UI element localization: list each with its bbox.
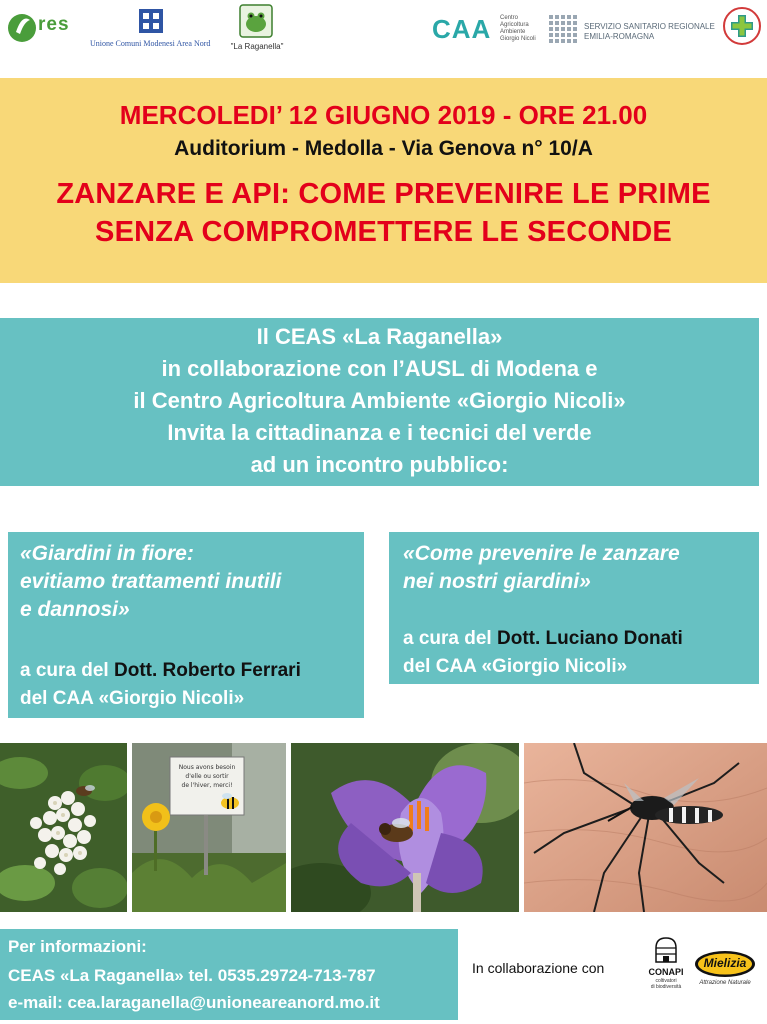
info-email: e-mail: cea.laraganella@unioneareanord.mo.it: [8, 993, 380, 1012]
talk-affiliation: del CAA «Giorgio Nicoli»: [20, 688, 245, 709]
info-heading: Per informazioni:: [8, 937, 147, 956]
talk-title-line: «Come prevenire le zanzare: [403, 542, 680, 565]
event-title-line2: SENZA COMPROMETTERE LE SECONDE: [95, 216, 672, 248]
caa-sub-line: Giorgio Nicoli: [500, 36, 536, 42]
intro-line: Invita la cittadinanza e i tecnici del verde: [167, 420, 592, 445]
caa-sub-line: Ambiente: [500, 29, 526, 35]
conapi-sub-line: coltivatori: [655, 978, 677, 984]
sign-text-line: d'elle ou sortir: [185, 773, 229, 780]
photo-sign-dandelion: [132, 743, 286, 912]
ssr-line1: SERVIZIO SANITARIO REGIONALE: [584, 22, 715, 31]
intro-box: [0, 318, 759, 486]
event-date: MERCOLEDI’ 12 GIUGNO 2019 - ORE 21.00: [119, 100, 648, 130]
info-phone: CEAS «La Raganella» tel. 0535.29724-713-787: [8, 966, 376, 985]
speaker-name: Dott. Luciano Donati: [497, 628, 683, 649]
beehive-icon: [652, 936, 680, 966]
talk-title-line: evitiamo trattamenti inutili: [20, 570, 282, 593]
intro-line: ad un incontro pubblico:: [250, 452, 509, 477]
raganella-text: "La Raganella": [230, 42, 284, 51]
mielizia-logo: [694, 950, 756, 990]
res-logo-text: res: [38, 14, 70, 35]
talk-by-prefix: a cura del: [20, 660, 114, 681]
conapi-text: CONAPI: [648, 967, 684, 977]
res-logo: [6, 8, 80, 48]
flower-cluster-image: [0, 743, 127, 912]
caa-sub-line: Agricoltura: [500, 22, 529, 28]
unione-comuni-logo: [90, 8, 214, 50]
ssr-logo: [548, 14, 714, 48]
crocus-image: [291, 743, 519, 912]
talk-title-line: e dannosi»: [20, 598, 130, 621]
event-title-line1: ZANZARE E API: COME PREVENIRE LE PRIME: [56, 178, 711, 210]
collab-label: In collaborazione con: [472, 960, 605, 976]
unione-comuni-text: Unione Comuni Modenesi Area Nord: [90, 39, 211, 48]
info-box: [0, 929, 458, 1020]
ausl-logo-icon: [722, 6, 762, 50]
raganella-logo: [228, 4, 286, 52]
crest-icon: [138, 8, 164, 34]
mielizia-text: Mielizia: [703, 956, 747, 970]
sign-text-line: Nous avons besoin: [178, 764, 236, 771]
conapi-logo: [644, 936, 688, 996]
talk-title-line: nei nostri giardini»: [403, 570, 591, 593]
talk-speaker-line: [403, 628, 683, 650]
caa-logo: [432, 12, 544, 46]
photo-flowers-bee: [0, 743, 127, 912]
caa-text: CAA: [432, 14, 492, 44]
talk-title-line: «Giardini in fiore:: [20, 542, 194, 565]
sign-text-line: de l'hiver, merci!: [181, 782, 233, 789]
intro-line: Il CEAS «La Raganella»: [256, 324, 503, 349]
grid-dots-icon: [548, 14, 578, 44]
talk-affiliation: del CAA «Giorgio Nicoli»: [403, 656, 628, 677]
mielizia-sub: Attrazione Naturale: [699, 980, 751, 986]
talk-box-ferrari: [8, 532, 364, 718]
photo-mosquito: [524, 743, 767, 912]
intro-line: in collaborazione con l’AUSL di Modena e: [161, 356, 598, 381]
conapi-sub-line: di biodiversità: [650, 984, 682, 990]
frog-icon: [239, 4, 273, 38]
talk-by-prefix: a cura del: [403, 628, 497, 649]
intro-line: il Centro Agricoltura Ambiente «Giorgio Nicoli»: [133, 388, 626, 413]
ssr-line2: EMILIA-ROMAGNA: [584, 32, 655, 41]
event-venue: Auditorium - Medolla - Via Genova n° 10/A: [174, 137, 593, 160]
photo-crocus-bee: [291, 743, 519, 912]
mosquito-image: [524, 743, 767, 912]
speaker-name: Dott. Roberto Ferrari: [114, 660, 301, 681]
caa-sub-line: Centro: [500, 15, 519, 21]
talk-box-donati: [389, 532, 759, 684]
talk-speaker-line: [20, 660, 301, 682]
